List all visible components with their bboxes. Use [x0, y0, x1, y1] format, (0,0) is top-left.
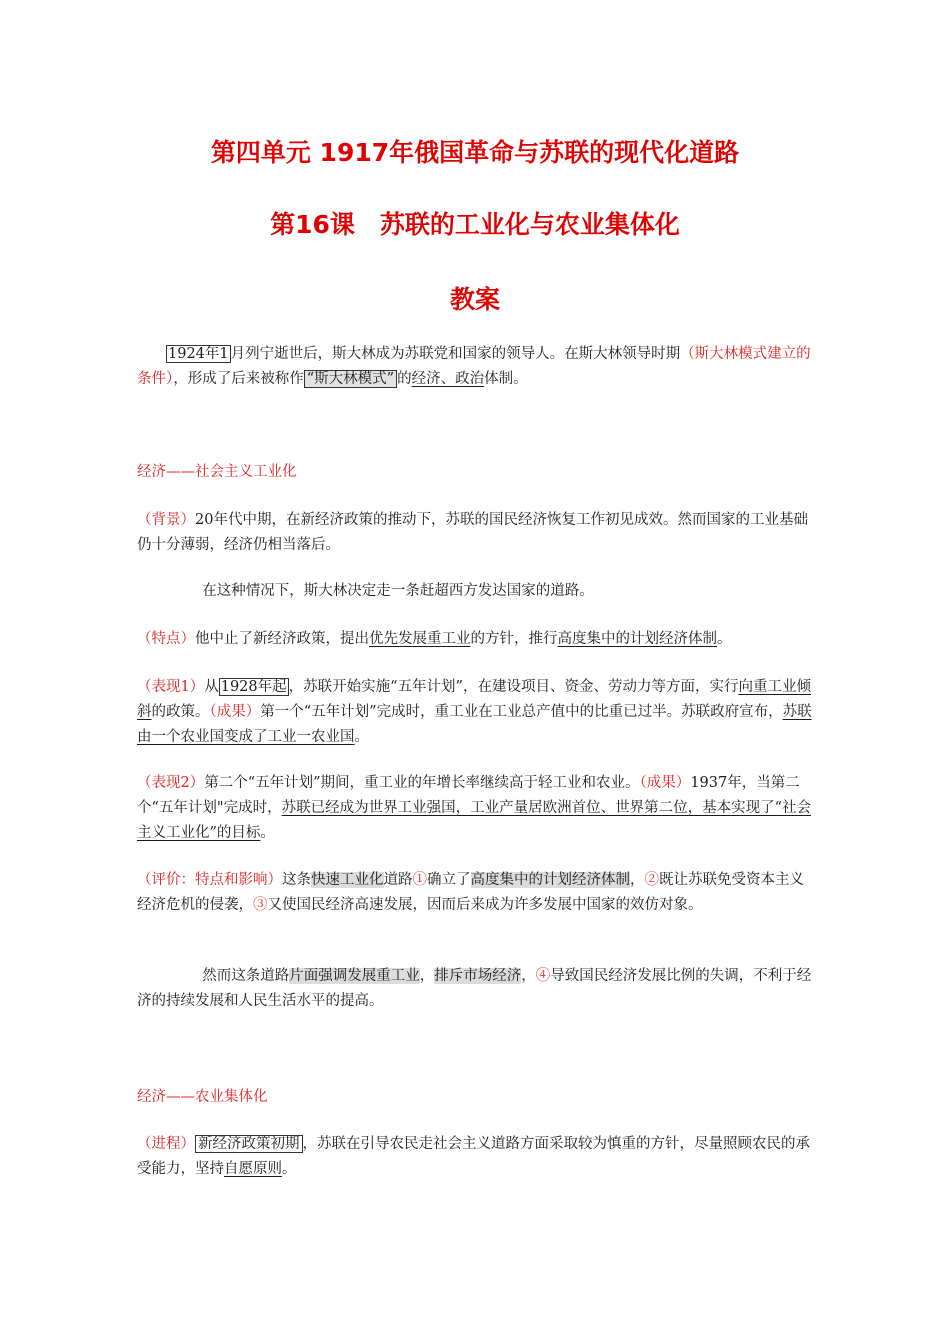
feature-paragraph: （特点）他中止了新经济政策，提出优先发展重工业的方针，推行高度集中的计划经济体制。 — [137, 631, 732, 647]
process-paragraph: （进程） 新经济政策初期 ，苏联在引导农民走社会主义道路方面采取较为慎重的方针，尽量照顾农民的承受能力，坚持自愿原则。 — [137, 1136, 810, 1177]
process-label: （进程） — [137, 1136, 195, 1152]
intro-date-box: 1924年1 — [168, 346, 229, 362]
unit-title: 第四单元 1917年俄国革命与苏联的现代化道路 — [210, 138, 740, 167]
plan-title: 教案 — [449, 285, 500, 314]
performance1-paragraph: （表现1）从 1928年起 ，苏联开始实施“五年计划”，在建设项目、资金、劳动力等方面，实行向重工业倾斜的政策。（成果）第一个“五年计划”完成时，重工业在工业总产值中的比重已过半。苏联政府宣布，苏联由一个农业国变成了工业一农业国。 — [137, 679, 812, 745]
stalin-model-box: “斯大林模式” — [304, 370, 397, 388]
lesson-title: 第16课 苏联的工业化与农业集体化 — [270, 210, 680, 239]
background-paragraph: （背景）20年代中期，在新经济政策的推动下，苏联的国民经济恢复工作初见成效。然而国家的工业基础仍十分薄弱，经济仍相当落后。 — [137, 512, 808, 553]
intro-paragraph: 1924年1 月列宁逝世后，斯大林成为苏联党和国家的领导人。在斯大林领导时期（斯大林模式建立的条件），形成了后来被称作 “斯大林模式” 的经济、政治体制。 — [137, 346, 811, 387]
performance2-label: （表现2） — [137, 775, 205, 791]
section-heading-collectivization: 经济——农业集体化 — [137, 1089, 268, 1105]
evaluation-paragraph: （评价：特点和影响）这条快速工业化道路①确立了高度集中的计划经济体制，②既让苏联免受资本主义经济危机的侵袭，③又使国民经济高速发展，因而后来成为许多发展中国家的效仿对象。 — [137, 872, 804, 913]
feature-label: （特点） — [137, 631, 195, 647]
evaluation-label: （评价：特点和影响） — [137, 872, 282, 888]
econ-pol-underline: 经济、政治 — [411, 371, 485, 387]
section-heading-industrialization: 经济——社会主义工业化 — [137, 464, 297, 480]
intro-red-note: （斯大林模式建立的条件） — [137, 346, 811, 387]
result2-label: （成果） — [639, 775, 691, 791]
however-paragraph: 然而这条道路片面强调发展重工业，排斥市场经济，④导致国民经济发展比例的失调，不利于经济的持续发展和人民生活水平的提高。 — [137, 968, 812, 1009]
performance2-paragraph: （表现2）第二个“五年计划”期间，重工业的年增长率继续高于轻工业和农业。（成果）1937年，当第二个“五年计划"完成时，苏联已经成为世界工业强国，工业产量居欧洲首位、世界第二位，基本实现了“社会主义工业化”的目标。 — [137, 775, 812, 841]
performance1-label: （表现1） — [137, 679, 205, 695]
situation-paragraph: 在这种情况下，斯大林决定走一条赶超西方发达国家的道路。 — [202, 583, 594, 599]
nep-early-box: 新经济政策初期 — [195, 1135, 303, 1153]
result1-label: （成果） — [209, 704, 261, 720]
background-label: （背景） — [137, 512, 195, 528]
year-1928-box: 1928年起 — [220, 679, 287, 695]
